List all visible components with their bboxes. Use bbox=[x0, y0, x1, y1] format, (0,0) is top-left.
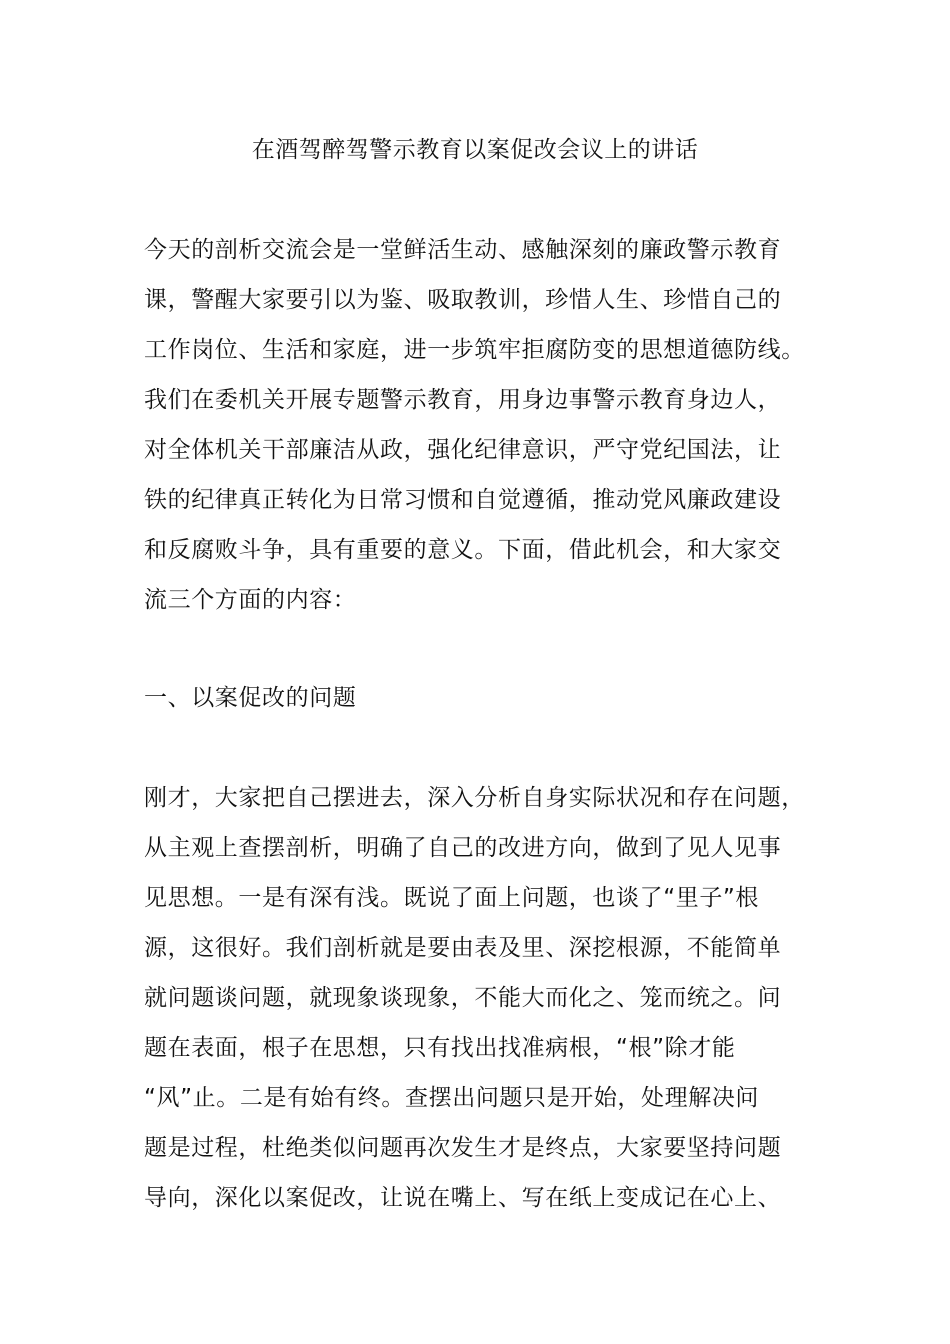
paragraph-2-line-8: 题是过程，杜绝类似问题再次发生才是终点，大家要坚持问题 bbox=[144, 1135, 782, 1161]
paragraph-1-line-7: 和反腐败斗争，具有重要的意义。下面，借此机会，和大家交 bbox=[144, 537, 782, 563]
paragraph-2-line-2: 从主观上查摆剖析，明确了自己的改进方向，做到了见人见事 bbox=[144, 835, 782, 861]
paragraph-2-line-1: 刚才，大家把自己摆进去，深入分析自身实际状况和存在问题， bbox=[144, 785, 805, 811]
paragraph-1-line-3: 工作岗位、生活和家庭，进一步筑牢拒腐防变的思想道德防线。 bbox=[144, 337, 805, 363]
paragraph-1-line-6: 铁的纪律真正转化为日常习惯和自觉遵循，推动党风廉政建设 bbox=[144, 487, 782, 513]
paragraph-1-line-2: 课，警醒大家要引以为鉴、吸取教训，珍惜人生、珍惜自己的 bbox=[144, 287, 782, 313]
paragraph-2-line-4: 源，这很好。我们剖析就是要由表及里、深挖根源，不能简单 bbox=[144, 935, 782, 961]
paragraph-2-line-6: 题在表面，根子在思想，只有找出找准病根，“根”除才能 bbox=[144, 1035, 736, 1061]
paragraph-1-line-8: 流三个方面的内容： bbox=[144, 587, 357, 613]
paragraph-1-line-1: 今天的剖析交流会是一堂鲜活生动、感触深刻的廉政警示教育 bbox=[144, 237, 782, 263]
paragraph-1-line-5: 对全体机关干部廉洁从政，强化纪律意识，严守党纪国法，让 bbox=[144, 437, 782, 463]
paragraph-1-line-4: 我们在委机关开展专题警示教育，用身边事警示教育身边人， bbox=[144, 387, 782, 413]
paragraph-2-line-7: “风”止。二是有始有终。查摆出问题只是开始，处理解决问 bbox=[144, 1085, 760, 1111]
section-1-heading: 一、以案促改的问题 bbox=[144, 685, 357, 711]
document-title: 在酒驾醉驾警示教育以案促改会议上的讲话 bbox=[251, 137, 699, 163]
paragraph-2-line-3: 见思想。一是有深有浅。既说了面上问题，也谈了“里子”根 bbox=[144, 885, 760, 911]
paragraph-2-line-9: 导向，深化以案促改，让说在嘴上、写在纸上变成记在心上、 bbox=[144, 1185, 782, 1211]
paragraph-2-line-5: 就问题谈问题，就现象谈现象，不能大而化之、笼而统之。问 bbox=[144, 985, 782, 1011]
